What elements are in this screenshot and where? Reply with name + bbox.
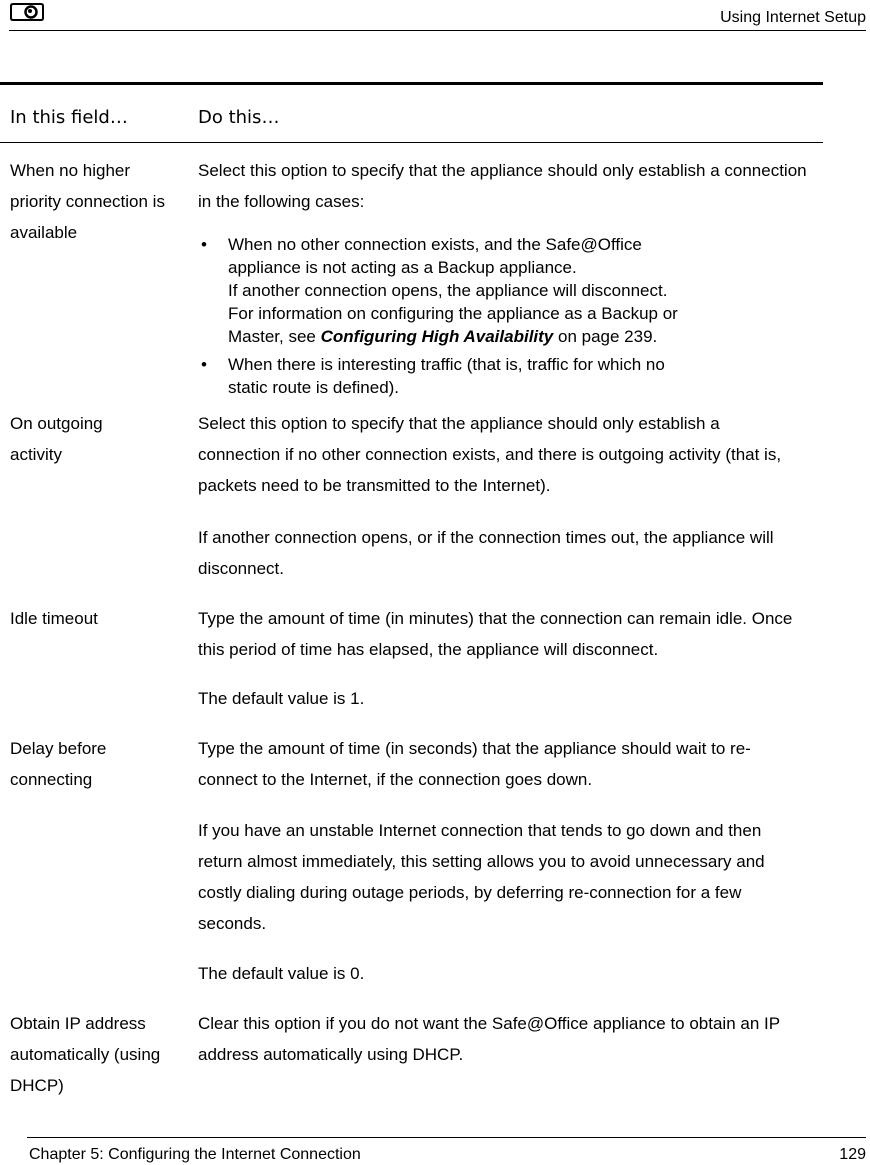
footer-divider	[27, 1137, 866, 1138]
table-header-rule	[0, 142, 823, 143]
field-delay-before-connecting: Delay before connecting	[10, 739, 107, 789]
footer-chapter-title: Chapter 5: Configuring the Internet Connection	[29, 1146, 361, 1163]
link-configuring-high-availability[interactable]: Configuring High Availability	[320, 327, 554, 346]
field-no-higher-priority: When no higher priority connection is available	[10, 161, 165, 242]
desc-idle-timeout-2: The default value is 1.	[198, 689, 365, 708]
field-idle-timeout: Idle timeout	[10, 609, 98, 628]
field-obtain-ip-dhcp: Obtain IP address automatically (using DHCP)	[10, 1014, 161, 1095]
page-number: 129	[839, 1146, 866, 1163]
desc-obtain-ip-dhcp: Clear this option if you do not want the Safe@Office appliance to obtain an IP address automatically using DHCP.	[198, 1014, 780, 1064]
desc-on-outgoing-activity-2: If another connection opens, or if the connection times out, the appliance will disconnect.	[198, 528, 774, 578]
desc-delay-1: Type the amount of time (in seconds) that the appliance should wait to re-connect to the Internet, if the connection goes down.	[198, 739, 751, 789]
bullet-item: • When there is interesting traffic (that is, traffic for which no static route is defined).	[228, 353, 748, 399]
header-divider	[9, 30, 866, 31]
field-on-outgoing-activity: On outgoing activity	[10, 414, 103, 464]
bullet-item: • When no other connection exists, and the Safe@Office appliance is not acting as a Backup appliance. If another connection opens, the appliance will disconnect. For information on configuring the appliance as a Backup or Master, see Configuring High Availability on page 239.	[228, 233, 748, 348]
desc-on-outgoing-activity-1: Select this option to specify that the appliance should only establish a connection if no other connection exists, and there is outgoing activity (that is, packets need to be transmitted to the Internet).	[198, 414, 782, 495]
header-title: Using Internet Setup	[720, 9, 866, 26]
desc-no-higher-priority: Select this option to specify that the appliance should only establish a connection in the following cases:	[198, 161, 807, 211]
column-header-action: Do this…	[198, 107, 280, 128]
table-top-rule	[0, 82, 823, 85]
desc-idle-timeout-1: Type the amount of time (in minutes) that the connection can remain idle. Once this period of time has elapsed, the appliance will disconnect.	[198, 609, 793, 659]
column-header-field: In this field…	[10, 107, 128, 128]
desc-delay-2: If you have an unstable Internet connection that tends to go down and then return almost immediately, this setting allows you to avoid unnecessary and costly dialing during outage periods, by deferring re-connection for a few seconds.	[198, 821, 765, 933]
desc-delay-3: The default value is 0.	[198, 964, 365, 983]
product-logo-icon	[9, 1, 45, 23]
